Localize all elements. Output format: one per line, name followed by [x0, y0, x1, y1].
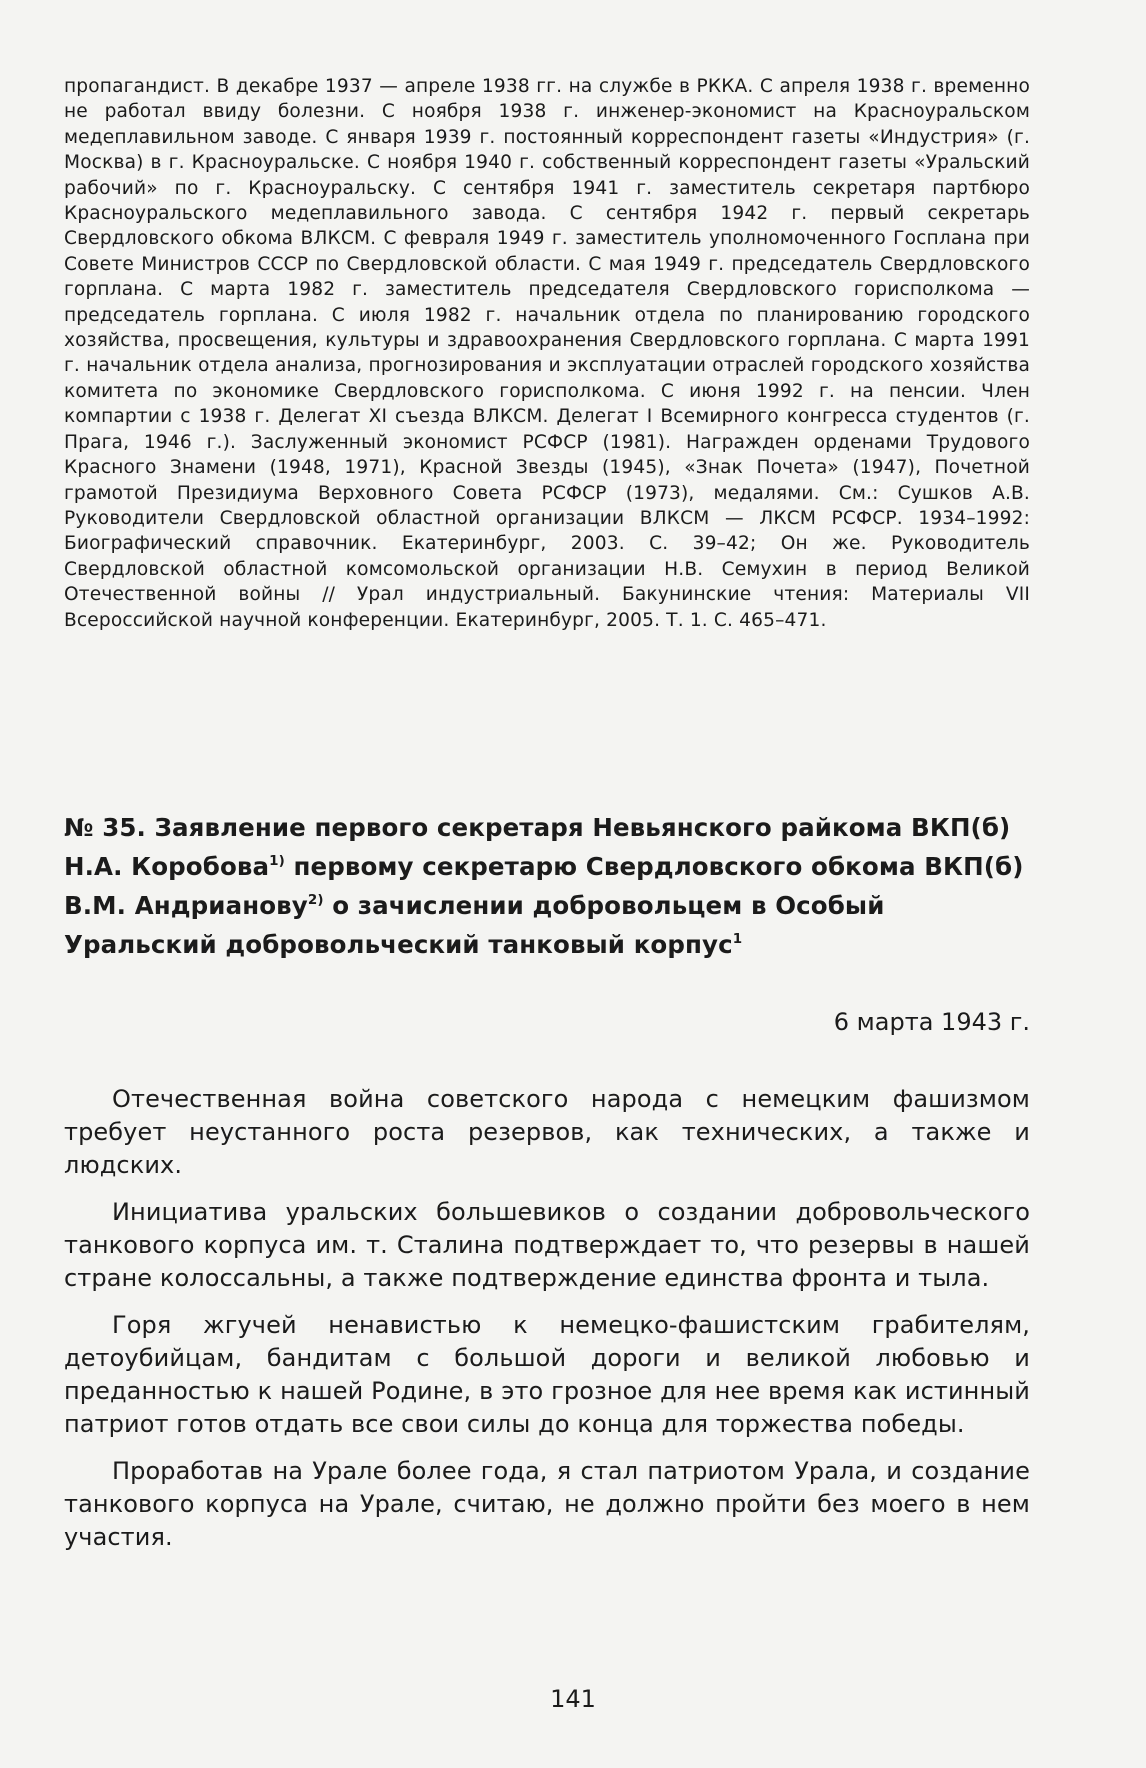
footnote-marker-3: 1 — [732, 930, 743, 947]
heading-part-3: о зачислении добровольцем в Особый Уральский добровольческий танковый корпус — [64, 891, 885, 959]
document-body — [64, 1083, 1030, 1568]
document-heading — [64, 808, 1030, 964]
paragraph: Горя жгучей ненавистью к немецко-фашистским грабителям, детоубийцам, бандитам с большой дороги и великой любовью и преданностью к нашей Родине, в это грозное для нее время как истинный патриот готов отдать все свои силы до конца для торжества победы. — [64, 1311, 1030, 1438]
paragraph: Отечественная война советского народа с немецким фашизмом требует неустанного роста резервов, как технических, а также и людских. — [64, 1085, 1030, 1179]
page-number: 141 — [550, 1685, 596, 1713]
heading-part-1: № 35. Заявление первого секретаря Невьянского райкома ВКП(б) Н.А. Коробова — [64, 813, 1011, 881]
paragraph: Проработав на Урале более года, я стал патриотом Урала, и создание танкового корпуса на Урале, считаю, не должно пройти без моего в нем участия. — [64, 1457, 1030, 1551]
biography-text: пропагандист. В декабре 1937 — апреле 1938 гг. на службе в РККА. С апреля 1938 г. временно не работал ввиду болезни. С ноября 1938 г. инженер-экономист на Красноуральском медеплавильном заводе. С января 1939 г. постоянный корреспондент газеты «Индустрия» (г. Москва) в г. Красноуральске. С ноября 1940 г. собственный корреспондент газеты «Уральский рабочий» по г. Красноуральску. С сентября 1941 г. заместитель секретаря партбюро Красноуральского медеплавильного завода. С сентября 1942 г. первый секретарь Свердловского обкома ВЛКСМ. С февраля 1949 г. заместитель уполномоченного Госплана при Совете Министров СССР по Свердловской области. С мая 1949 г. председатель Свердловского горплана. С марта 1982 г. заместитель председателя Свердловского горисполкома — председатель горплана. С июля 1982 г. начальник отдела по планированию городского хозяйства, просвещения, культуры и здравоохранения Свердловского горплана. С марта 1991 г. начальник отдела анализа, прогнозирования и эксплуатации отраслей городского хозяйства комитета по экономике Свердловского горисполкома. С июня 1992 г. на пенсии. Член компартии с 1938 г. Делегат XI съезда ВЛКСМ. Делегат I Всемирного конгресса студентов (г. Прага, 1946 г.). Заслуженный экономист РСФСР (1981). Награжден орденами Трудового Красного Знамени (1948, 1971), Красной Звезды (1945), «Знак Почета» (1947), Почетной грамотой Президиума Верховного Совета РСФСР (1973), медалями. См.: Сушков А.В. Руководители Свердловской областной организации ВЛКСМ — ЛКСМ РСФСР. 1934–1992: Биографический справочник. Екатеринбург, 2003. С. 39–42; Он же. Руководитель Свердловской областной комсомольской организации Н.В. Семухин в период Великой Отечественной войны // Урал индустриальный. Бакунинские чтения: Материалы VII Всероссийской научной конференции. Екатеринбург, 2005. Т. 1. С. 465–471. — [64, 76, 1030, 631]
footnote-marker-2: 2) — [307, 891, 324, 908]
paragraph: Инициатива уральских большевиков о создании добровольческого танкового корпуса им. т. Сталина подтверждает то, что резервы в нашей стране колоссальны, а также подтверждение единства фронта и тыла. — [64, 1198, 1030, 1292]
heading-part-2: первому секретарю Свердловского обкома ВКП(б) В.М. Андрианову — [64, 852, 1024, 920]
document-date: 6 марта 1943 г. — [833, 1008, 1030, 1036]
footnote-marker-1: 1) — [269, 852, 285, 869]
biographical-footnote — [64, 74, 1030, 633]
